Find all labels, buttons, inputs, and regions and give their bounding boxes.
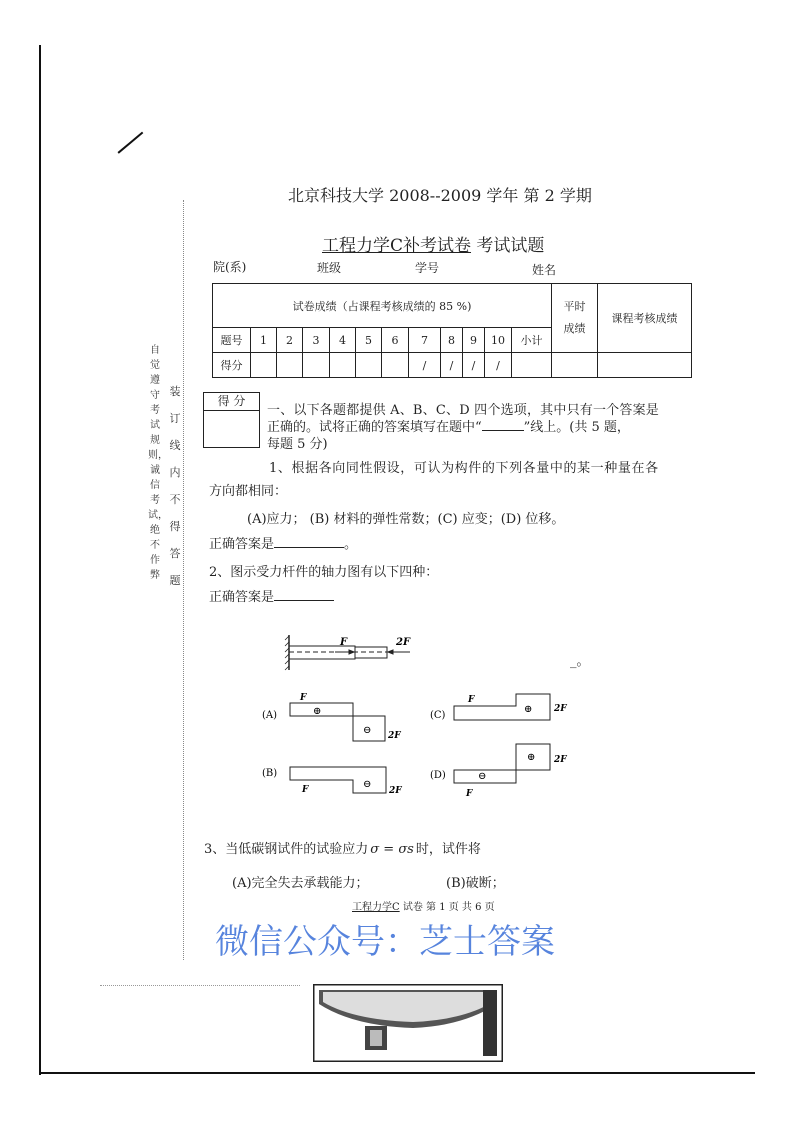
col-header: 5	[356, 328, 382, 353]
figure-label-F: F	[300, 693, 307, 703]
section-score-label: 得 分	[204, 393, 259, 411]
q3-option-a: (A)完全失去承载能力；	[232, 876, 369, 891]
figure-label-2F: 2F	[554, 755, 567, 765]
col-header: 6	[382, 328, 409, 353]
page-footer: 工程力学C 试卷 第 1 页 共 6 页	[352, 902, 495, 913]
section1-intro-3: 每题 5 分)	[267, 437, 328, 452]
exam-title-suffix: 考试试题	[471, 236, 545, 256]
col-header: 8	[441, 328, 463, 353]
option-c-label: (C)	[430, 710, 446, 721]
figure-label-F: F	[466, 789, 473, 799]
col-header: 2	[277, 328, 303, 353]
section1-intro-2: 正确的。试将正确的答案填写在题中“ ”线上。(共 5 题，	[267, 420, 630, 435]
option-d-label: (D)	[430, 770, 446, 781]
regular-score-header: 平时 成绩	[552, 284, 598, 353]
section1-intro-1: 一、以下各题都提供 A、B、C、D 四个选项，其中只有一个答案是	[267, 403, 659, 418]
figure-label-2F: 2F	[396, 637, 411, 648]
binding-notice: 装订线内不得答题	[169, 385, 181, 587]
option-d-diagram	[454, 744, 550, 783]
bar-diagram	[285, 635, 410, 670]
col-header: 9	[463, 328, 485, 353]
question-number-header: 题号	[213, 328, 251, 353]
col-header: 1	[251, 328, 277, 353]
col-header: 10	[485, 328, 512, 353]
q3-option-b: (B)破断；	[446, 876, 505, 891]
integrity-notice: 自觉遵守考试规则，诚信考试，绝不作弊	[148, 345, 168, 581]
option-a-label: (A)	[262, 710, 278, 721]
q1-answer: 正确答案是 。	[209, 537, 358, 552]
minus-sign: ⊖	[478, 771, 487, 782]
university-term-title: 北京科技大学 2008--2009 学年 第 2 学期	[288, 186, 592, 205]
q1-stem-1: 1、根据各向同性假设，可认为构件的下列各量中的某一种量在各	[269, 461, 659, 476]
q1-stem-2: 方向都相同：	[209, 484, 288, 499]
col-header: 小计	[512, 328, 552, 353]
paper-score-header: 试卷成绩（占课程考核成绩的 85 %)	[213, 284, 552, 328]
figure-label-2F: 2F	[554, 704, 567, 714]
q2-answer-end: _。	[570, 654, 590, 669]
name-field-label: 姓名	[532, 263, 557, 277]
figure-label-2F: 2F	[389, 786, 402, 796]
dept-field-label: 院(系)	[213, 260, 247, 274]
score-cell: /	[409, 353, 441, 378]
figure-label-F: F	[468, 695, 475, 705]
student-id-field-label: 学号	[415, 261, 440, 275]
minus-sign: ⊖	[363, 779, 372, 790]
q3-stem: 3、当低碳钢试件的试验应力 σ = σs 时，试件将	[204, 842, 481, 857]
class-field-label: 班级	[317, 261, 342, 275]
figure-label-F: F	[340, 637, 348, 648]
col-header: 3	[303, 328, 330, 353]
scan-dotted-line	[100, 985, 300, 986]
q3-formula: σ = σs	[370, 842, 414, 857]
score-cell: /	[463, 353, 485, 378]
plus-sign: ⊕	[313, 706, 322, 717]
figure-label-F: F	[302, 785, 309, 795]
watermark: 微信公众号：芝士答案	[215, 922, 555, 962]
option-b-label: (B)	[262, 768, 278, 779]
score-row-header: 得分	[213, 353, 251, 378]
exam-title-course: 工程力学C补考试卷	[322, 236, 472, 256]
col-header: 4	[330, 328, 356, 353]
scan-artifact-image	[313, 984, 503, 1062]
score-cell: /	[441, 353, 463, 378]
plus-sign: ⊕	[524, 704, 533, 715]
q2-stem: 2、图示受力杆件的轴力图有以下四种：	[209, 565, 439, 580]
minus-sign: ⊖	[363, 725, 372, 736]
course-score-header: 课程考核成绩	[598, 284, 692, 353]
q1-options: (A)应力； (B) 材料的弹性常数；(C) 应变；(D) 位移。	[247, 512, 565, 527]
col-header: 7	[409, 328, 441, 353]
q2-answer: 正确答案是	[209, 586, 334, 605]
score-cell: /	[485, 353, 512, 378]
plus-sign: ⊕	[527, 752, 536, 763]
figure-label-2F: 2F	[388, 731, 401, 741]
